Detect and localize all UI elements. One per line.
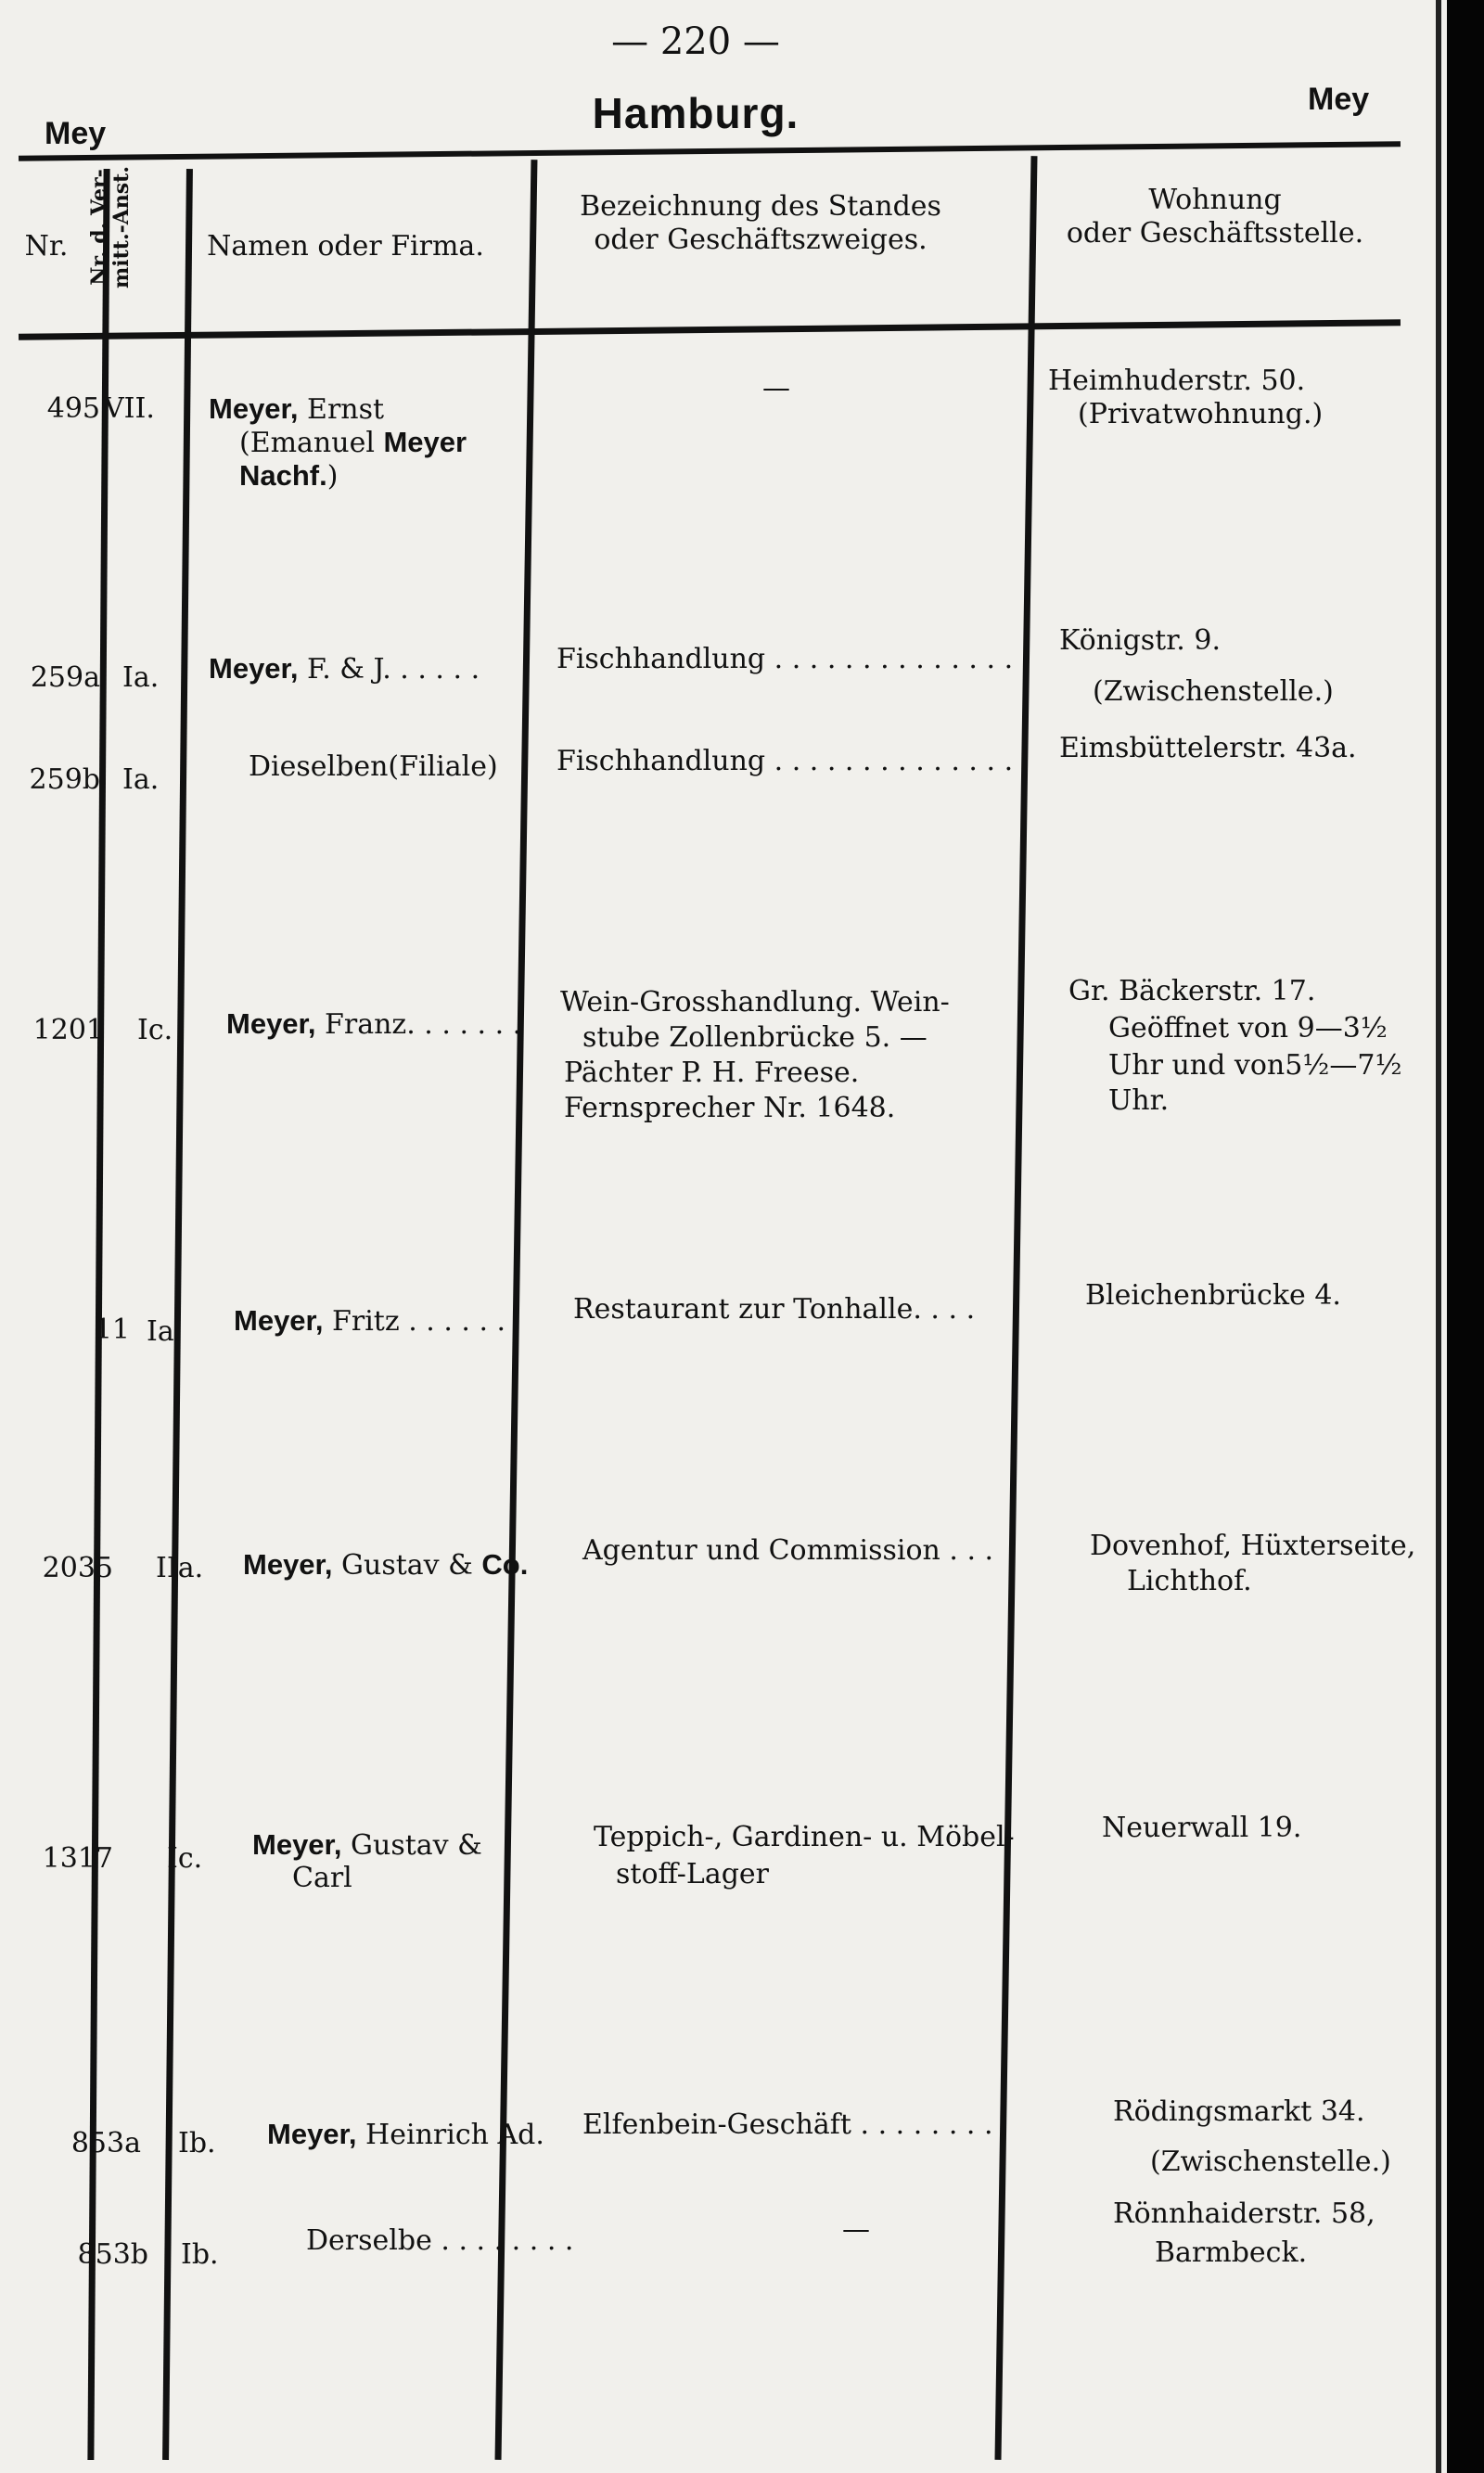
name-rest: Derselbe . . . . . . . .: [306, 2224, 574, 2257]
row-name: [267, 2117, 544, 2153]
running-head-right: Mey: [1308, 82, 1370, 117]
name-rest: Franz. . . . . . .: [315, 1008, 522, 1041]
row-addr-line1: Bleichenbrücke 4.: [1085, 1279, 1341, 1312]
row-vermitt: IIa.: [156, 1552, 204, 1584]
row-addr-line1: Königstr. 9.: [1059, 624, 1221, 657]
row-addr-line1: Rönnhaiderstr. 58,: [1113, 2198, 1375, 2230]
name-bold: Meyer,: [209, 652, 299, 685]
row-name: [249, 750, 498, 785]
name-bold: Meyer,: [226, 1007, 316, 1040]
row-name: [243, 1547, 528, 1583]
row-name: [209, 391, 384, 428]
row-biz-line2: stoff-Lager: [616, 1858, 769, 1890]
header-stand: [529, 190, 992, 257]
row-nr: 1201: [32, 1014, 104, 1046]
row-biz: Elfenbein-Geschäft . . . . . . . .: [582, 2108, 993, 2141]
row-biz: Fischhandlung . . . . . . . . . . . . . .: [556, 643, 1014, 675]
row-biz: —: [762, 372, 790, 404]
name-rest: Dieselben(Filiale): [249, 750, 498, 783]
row-name-line3: [239, 458, 338, 494]
header-stand-line1: Bezeichnung des Standes: [580, 190, 941, 223]
row-vermitt: Ib.: [181, 2238, 219, 2271]
header-vermitt: Nr. d. Ver-mitt.-Anst.: [87, 165, 134, 289]
row-biz-line1: Wein-Grosshandlung. Wein-: [560, 986, 950, 1019]
row-biz-line4: Fernsprecher Nr. 1648.: [564, 1092, 896, 1124]
row-name: [252, 1827, 482, 1864]
name-l3-rest: ): [326, 460, 339, 493]
row-nr: 853b: [77, 2238, 148, 2271]
row-vermitt: Ic.: [167, 1842, 203, 1875]
row-vermitt: Ia.: [122, 661, 160, 694]
page-edge: [1447, 0, 1484, 2473]
row-addr-line4: Uhr.: [1108, 1084, 1170, 1117]
row-addr-line1: Dovenhof, Hüxterseite,: [1090, 1530, 1416, 1562]
row-nr: 2035: [42, 1552, 113, 1584]
row-name: [306, 2223, 573, 2259]
header-name: Namen oder Firma.: [207, 230, 484, 263]
page-edge-shadow: [1436, 0, 1441, 2473]
row-name: [209, 651, 480, 687]
row-addr-line3: Uhr und von5½—7½: [1108, 1049, 1402, 1082]
row-vermitt: Ib.: [178, 2127, 216, 2159]
row-addr-line1: Heimhuderstr. 50.: [1048, 365, 1306, 397]
row-addr-line2: Geöffnet von 9—3½: [1108, 1012, 1388, 1044]
row-biz-line2: stube Zollenbrücke 5. —: [582, 1021, 928, 1054]
name-bold: Meyer,: [234, 1304, 324, 1337]
row-biz: Fischhandlung . . . . . . . . . . . . . .: [556, 745, 1014, 777]
name-rest: Ernst: [298, 393, 385, 426]
page-number: — 220 —: [611, 20, 780, 63]
name-l3-bold: Nachf.: [239, 459, 327, 492]
name-bold2: Co.: [481, 1548, 529, 1581]
row-biz-line3: Pächter P. H. Freese.: [564, 1057, 860, 1089]
row-nr: 853a: [70, 2127, 141, 2159]
row-nr: 259b: [29, 763, 100, 796]
row-name-line2: [239, 425, 467, 461]
name-rest: Fritz . . . . . .: [323, 1305, 506, 1338]
header-wohnung-line2: oder Geschäftsstelle.: [1066, 217, 1364, 250]
name-rest: Gustav &: [341, 1829, 482, 1862]
name-rest: Gustav &: [332, 1549, 482, 1582]
name-bold: Meyer,: [267, 2118, 357, 2150]
row-addr-line1: Neuerwall 19.: [1102, 1812, 1302, 1844]
header-rule: [19, 319, 1401, 340]
running-head-left: Mey: [45, 116, 107, 151]
row-addr-line2: (Zwischenstelle.): [1150, 2146, 1391, 2178]
row-vermitt: Ia.: [147, 1315, 184, 1348]
row-name-line2: Carl: [292, 1862, 352, 1894]
name-l2-bold: Meyer: [383, 426, 467, 458]
row-addr-line2: Lichthof.: [1127, 1565, 1252, 1597]
name-rest: F. & J. . . . . .: [298, 653, 480, 686]
name-bold: Meyer,: [209, 392, 299, 425]
row-addr-line1: Gr. Bäckerstr. 17.: [1068, 975, 1316, 1007]
row-addr-line2: Barmbeck.: [1155, 2236, 1308, 2269]
row-vermitt: Ia.: [122, 763, 160, 796]
row-vermitt: VII.: [104, 392, 155, 425]
name-bold: Meyer,: [243, 1548, 333, 1581]
row-biz: —: [842, 2213, 870, 2246]
row-addr-line2: (Zwischenstelle.): [1093, 675, 1334, 708]
row-addr-line1: Eimsbüttelerstr. 43a.: [1059, 732, 1357, 764]
header-wohnung: [1030, 184, 1401, 250]
column-line-4: [994, 156, 1037, 2460]
row-vermitt: Ic.: [137, 1014, 173, 1046]
name-l2-pre: (Emanuel: [239, 427, 384, 459]
row-biz-line1: Teppich-, Gardinen- u. Möbel-: [594, 1821, 1015, 1853]
row-addr-line2: (Privatwohnung.): [1078, 398, 1324, 430]
row-biz: Restaurant zur Tonhalle. . . .: [573, 1293, 976, 1326]
row-nr: 259a: [30, 661, 100, 694]
name-bold: Meyer,: [252, 1828, 342, 1861]
row-name: [234, 1303, 505, 1339]
header-nr: Nr.: [24, 230, 69, 263]
row-biz: Agentur und Commission . . .: [582, 1534, 994, 1567]
row-nr: 495: [46, 392, 100, 425]
top-rule: [19, 141, 1401, 161]
header-stand-line2: oder Geschäftszweiges.: [594, 224, 928, 256]
row-nr: 11: [94, 1313, 130, 1346]
page-title: Hamburg.: [592, 89, 800, 137]
name-rest: Heinrich Ad.: [356, 2119, 544, 2151]
header-wohnung-line1: Wohnung: [1148, 184, 1282, 216]
row-addr-line1: Rödingsmarkt 34.: [1113, 2095, 1365, 2128]
row-name: [226, 1006, 521, 1043]
row-nr: 1317: [42, 1842, 113, 1875]
